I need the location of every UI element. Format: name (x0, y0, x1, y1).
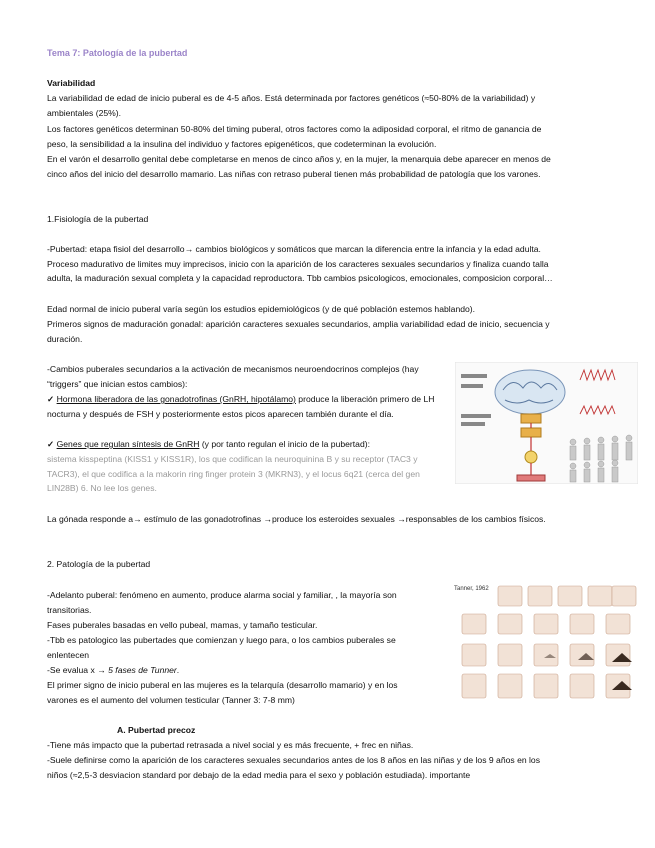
paragraph-fisiologia-3: Primeros signos de maduración gonadal: aparición caracteres sexuales secundarios, amplia variabilidad edad de inicio, secuencia y duración. (47, 319, 550, 344)
document-title: Tema 7: Patología de la pubertad (47, 48, 188, 58)
paragraph-variabilidad-2: Los factores genéticos determinan 50-80% del timing puberal, otros factores como la adiposidad corporal, el ritmo de ganancia de peso, la sensibilidad a la insulina del individuo y factores epigenéticos, que codeterminan la evolución. (47, 124, 542, 149)
checklist-text-genes: (y por tanto regulan el inicio de la pubertad): (199, 439, 370, 449)
paragraph-variabilidad-3: En el varón el desarrollo genital debe completarse en menos de cinco años y, en la mujer, la menarquia debe aparecer en menos de cinco años del inicio del desarrollo mamario. Las niñas con retraso puberal tienen más probabilidad de patología que los varones. (47, 154, 551, 179)
tanner-stages-figure (452, 582, 638, 710)
checklist-text-gnrh: produce la liberación primero de LH nocturna y después de FSH y posteriormente estos picos aparecen también durante el día. (47, 394, 435, 419)
heading-fisiologia: 1.Fisiología de la pubertad (47, 214, 149, 224)
heading-patologia: 2. Patología de la pubertad (47, 559, 151, 569)
link-gnrh: Hormona liberadora de las gonadotrofinas (GnRH, hipotálamo) (56, 394, 296, 404)
paragraph-cambios: -Cambios puberales secundarios a la activación de mecanismos neuroendocrinos complejos (hay “triggers” que inician estos cambios): (47, 364, 419, 389)
brain-icon (495, 370, 565, 414)
paragraph-fisiologia-1: -Pubertad: etapa fisiol del desarrollo→ cambios biológicos y somáticos que marcan la diferencia entre la infancia y la edad adulta. Proceso madurativo de limites muy imprecisos, inicio con la aparición de los caracteres sexuales secundarios y finaliza cuando talla adulta, la maduración sexual completa y la capacidad reproductora. Tbb cambios psicologicos, emocionales, composicion corporal… (47, 244, 553, 284)
checklist-item-genes (47, 437, 447, 452)
paragraph-patologia-5: El primer signo de inicio puberal en las mujeres es la telarquía (desarrollo mamario) y en los varones es el aumento del volumen testicular (Tanner 3: 7-8 mm) (47, 680, 398, 705)
paragraph-patologia-7: -Suele definirse como la aparición de los caracteres sexuales secundarios antes de los 8 años en las niñas y de los 9 años en los niños (≈2,5-3 desviacion standard por debajo de la edad media para el sexo y población estudiada). importante (47, 755, 540, 780)
paragraph-patologia-4: -Se evalua x → 5 fases de Tunner. (47, 665, 180, 675)
tanner-phases: 5 fases de Tunner (108, 665, 177, 675)
paragraph-fisiologia-2: Edad normal de inicio puberal varía según los estudios epidemiológicos (y de qué población estemos hablando). (47, 304, 476, 314)
tanner-stages-diagram (452, 582, 638, 710)
heading-variabilidad: Variabilidad (47, 78, 96, 88)
paragraph-patologia-1: -Adelanto puberal: fenómeno en aumento, produce alarma social y familiar, , la mayoría son transitorias. (47, 590, 397, 615)
subheading-pubertad-precoz: A. Pubertad precoz (117, 725, 196, 735)
breast-stages-row-1 (498, 586, 636, 606)
paragraph-gonada: La gónada responde a→ estímulo de las gonadotrofinas →produce los esteroides sexuales →responsables de los cambios físicos. (47, 514, 546, 524)
brain-hormone-diagram (455, 362, 638, 484)
genes-note: sistema kisspeptina (KISS1 y KISS1R), los que codifican la neuroquinina B y su receptor (TAC3 y TACR3), el que codifica a la makorin ring finger protein 3 (MKRN3), y el locus 6q21 (cerca del gen LIN28B) 6. No lee los genes. (47, 454, 420, 494)
paragraph-patologia-6: -Tiene más impacto que la pubertad retrasada a nivel social y es más frecuente, + frec en niñas. (47, 740, 414, 750)
check-mark-icon: ✓ (47, 439, 55, 449)
paragraph-patologia-3: -Tbb es patologico las pubertades que comienzan y luego para, o los cambios puberales se enlentecen (47, 635, 396, 660)
check-mark-icon: ✓ (47, 394, 55, 404)
tanner-label: Tanner, 1962 (454, 586, 489, 592)
paragraph-variabilidad-1: La variabilidad de edad de inicio puberal es de 4-5 años. Está determinada por factores genéticos (≈50-80% de la variabilidad) y ambientales (25%). (47, 93, 536, 118)
neuroendocrine-figure (455, 362, 638, 484)
paragraph-patologia-2: Fases puberales basadas en vello pubeal, mamas, y tamaño testicular. (47, 620, 318, 630)
link-genes: Genes que regulan síntesis de GnRH (56, 439, 200, 449)
checklist-item-gnrh (47, 392, 447, 421)
